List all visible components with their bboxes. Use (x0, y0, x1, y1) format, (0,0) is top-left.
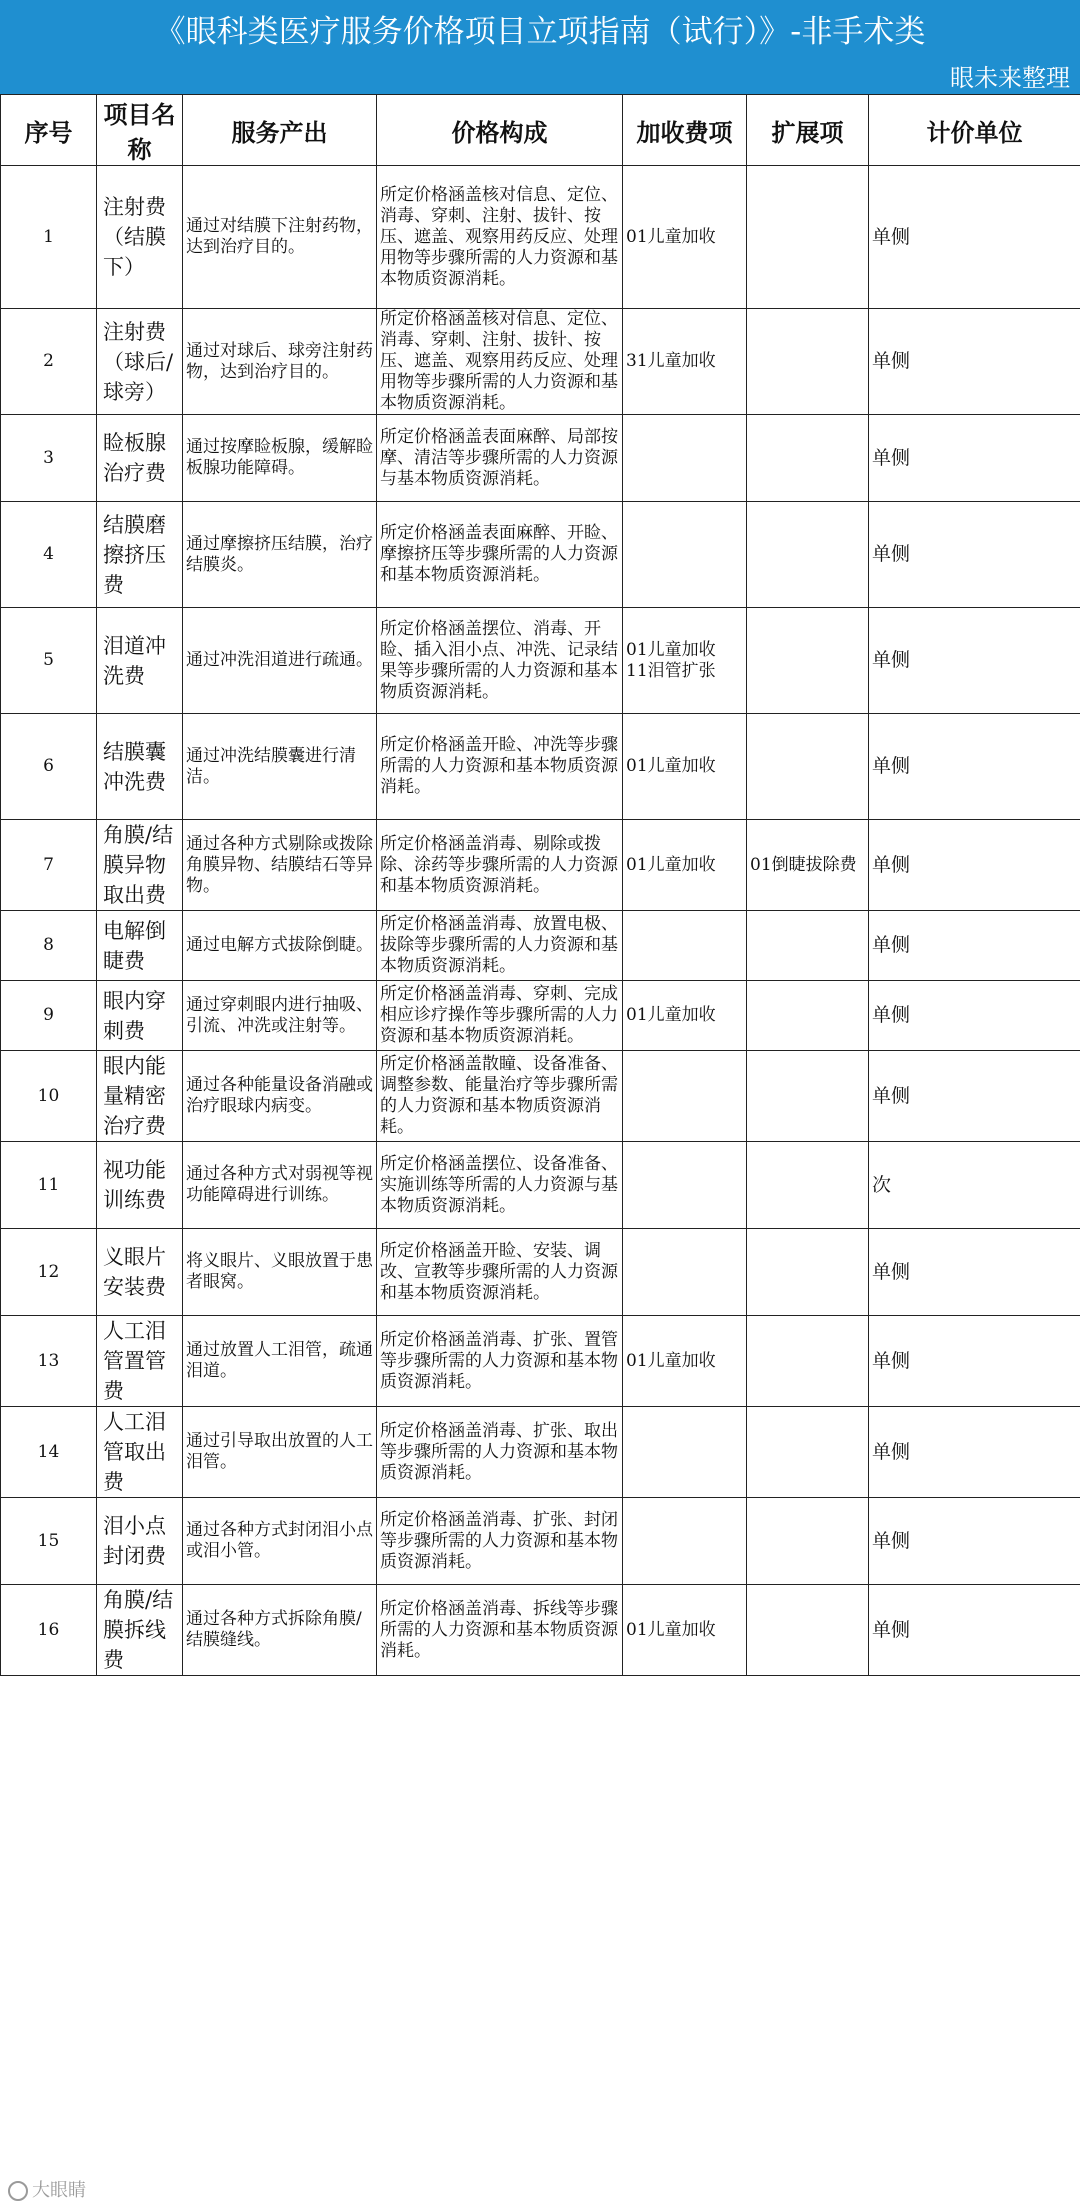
pricing-unit: 单侧 (869, 1407, 1080, 1498)
service-output: 通过按摩睑板腺，缓解睑板腺功能障碍。 (183, 415, 377, 502)
surcharge-items: 01儿童加收 (623, 1585, 747, 1676)
price-composition: 所定价格涵盖消毒、扩张、置管等步骤所需的人力资源和基本物质资源消耗。 (377, 1316, 623, 1407)
price-composition: 所定价格涵盖散瞳、设备准备、调整参数、能量治疗等步骤所需的人力资源和基本物质资源消耗。 (377, 1051, 623, 1142)
row-no: 13 (1, 1316, 97, 1407)
pricing-unit: 单侧 (869, 415, 1080, 502)
table-row (1, 820, 1080, 911)
extension-items (747, 502, 869, 608)
item-name: 注射费（结膜下） (97, 166, 183, 309)
price-composition: 所定价格涵盖核对信息、定位、消毒、穿刺、注射、拔针、按压、遮盖、观察用药反应、处理用物等步骤所需的人力资源和基本物质资源消耗。 (377, 166, 623, 309)
item-name: 结膜囊冲洗费 (97, 714, 183, 820)
service-output: 将义眼片、义眼放置于患者眼窝。 (183, 1229, 377, 1316)
extension-items (747, 608, 869, 714)
price-composition: 所定价格涵盖消毒、剔除或拨除、涂药等步骤所需的人力资源和基本物质资源消耗。 (377, 820, 623, 911)
price-table (0, 94, 1080, 1676)
table-row (1, 1142, 1080, 1229)
extension-items (747, 1229, 869, 1316)
surcharge-items (623, 911, 747, 981)
service-output: 通过冲洗结膜囊进行清洁。 (183, 714, 377, 820)
item-name: 眼内穿刺费 (97, 981, 183, 1051)
service-output: 通过放置人工泪管，疏通泪道。 (183, 1316, 377, 1407)
surcharge-items (623, 1498, 747, 1585)
watermark (8, 2176, 86, 2202)
table-row (1, 1051, 1080, 1142)
service-output: 通过各种能量设备消融或治疗眼球内病变。 (183, 1051, 377, 1142)
extension-items (747, 1407, 869, 1498)
surcharge-items: 01儿童加收 (623, 981, 747, 1051)
price-composition: 所定价格涵盖开睑、冲洗等步骤所需的人力资源和基本物质资源消耗。 (377, 714, 623, 820)
surcharge-items: 01儿童加收 (623, 820, 747, 911)
price-composition: 所定价格涵盖核对信息、定位、消毒、穿刺、注射、拔针、按压、遮盖、观察用药反应、处理用物等步骤所需的人力资源和基本物质资源消耗。 (377, 309, 623, 415)
price-composition: 所定价格涵盖表面麻醉、开睑、摩擦挤压等步骤所需的人力资源和基本物质资源消耗。 (377, 502, 623, 608)
table-row (1, 502, 1080, 608)
table-row (1, 1498, 1080, 1585)
table-row (1, 1585, 1080, 1676)
row-no: 15 (1, 1498, 97, 1585)
surcharge-items: 01儿童加收 (623, 1316, 747, 1407)
row-no: 5 (1, 608, 97, 714)
pricing-unit: 单侧 (869, 714, 1080, 820)
row-no: 11 (1, 1142, 97, 1229)
pricing-unit: 单侧 (869, 166, 1080, 309)
pricing-unit: 单侧 (869, 1498, 1080, 1585)
surcharge-items (623, 502, 747, 608)
service-output: 通过对结膜下注射药物，达到治疗目的。 (183, 166, 377, 309)
service-output: 通过各种方式封闭泪小点或泪小管。 (183, 1498, 377, 1585)
item-name: 电解倒睫费 (97, 911, 183, 981)
table-header-row (1, 95, 1080, 166)
row-no: 6 (1, 714, 97, 820)
table-row (1, 981, 1080, 1051)
pricing-unit: 单侧 (869, 1316, 1080, 1407)
surcharge-items: 01儿童加收 (623, 166, 747, 309)
row-no: 7 (1, 820, 97, 911)
col-header-name: 项目名称 (97, 95, 183, 166)
table-row (1, 166, 1080, 309)
price-composition: 所定价格涵盖摆位、消毒、开睑、插入泪小点、冲洗、记录结果等步骤所需的人力资源和基本物质资源消耗。 (377, 608, 623, 714)
row-no: 16 (1, 1585, 97, 1676)
extension-items (747, 1498, 869, 1585)
extension-items: 01倒睫拔除费 (747, 820, 869, 911)
table-row (1, 1407, 1080, 1498)
item-name: 泪道冲洗费 (97, 608, 183, 714)
col-header-output: 服务产出 (183, 95, 377, 166)
row-no: 3 (1, 415, 97, 502)
row-no: 2 (1, 309, 97, 415)
item-name: 睑板腺治疗费 (97, 415, 183, 502)
row-no: 12 (1, 1229, 97, 1316)
surcharge-items (623, 1407, 747, 1498)
page-title (0, 0, 1080, 56)
item-name: 注射费（球后/球旁） (97, 309, 183, 415)
price-composition: 所定价格涵盖消毒、拆线等步骤所需的人力资源和基本物质资源消耗。 (377, 1585, 623, 1676)
extension-items (747, 1316, 869, 1407)
item-name: 人工泪管置管费 (97, 1316, 183, 1407)
col-header-ext: 扩展项 (747, 95, 869, 166)
watermark-icon (8, 2181, 28, 2201)
service-output: 通过冲洗泪道进行疏通。 (183, 608, 377, 714)
pricing-unit: 单侧 (869, 981, 1080, 1051)
row-no: 10 (1, 1051, 97, 1142)
pricing-unit: 次 (869, 1142, 1080, 1229)
row-no: 1 (1, 166, 97, 309)
extension-items (747, 166, 869, 309)
pricing-unit: 单侧 (869, 820, 1080, 911)
extension-items (747, 1585, 869, 1676)
extension-items (747, 714, 869, 820)
extension-items (747, 309, 869, 415)
pricing-unit: 单侧 (869, 1229, 1080, 1316)
table-row (1, 309, 1080, 415)
price-composition: 所定价格涵盖消毒、放置电极、拔除等步骤所需的人力资源和基本物质资源消耗。 (377, 911, 623, 981)
price-composition: 所定价格涵盖表面麻醉、局部按摩、清洁等步骤所需的人力资源与基本物质资源消耗。 (377, 415, 623, 502)
surcharge-items: 31儿童加收 (623, 309, 747, 415)
item-name: 视功能训练费 (97, 1142, 183, 1229)
price-composition: 所定价格涵盖消毒、穿刺、完成相应诊疗操作等步骤所需的人力资源和基本物质资源消耗。 (377, 981, 623, 1051)
table-row (1, 1229, 1080, 1316)
extension-items (747, 1051, 869, 1142)
price-composition: 所定价格涵盖开睑、安装、调改、宣教等步骤所需的人力资源和基本物质资源消耗。 (377, 1229, 623, 1316)
row-no: 14 (1, 1407, 97, 1498)
item-name: 角膜/结膜异物取出费 (97, 820, 183, 911)
col-header-no: 序号 (1, 95, 97, 166)
row-no: 4 (1, 502, 97, 608)
item-name: 义眼片安装费 (97, 1229, 183, 1316)
service-output: 通过引导取出放置的人工泪管。 (183, 1407, 377, 1498)
table-row (1, 911, 1080, 981)
table-row (1, 1316, 1080, 1407)
price-composition: 所定价格涵盖消毒、扩张、封闭等步骤所需的人力资源和基本物质资源消耗。 (377, 1498, 623, 1585)
surcharge-items: 01儿童加收 11泪管扩张 (623, 608, 747, 714)
surcharge-items (623, 1229, 747, 1316)
price-composition: 所定价格涵盖摆位、设备准备、实施训练等所需的人力资源与基本物质资源消耗。 (377, 1142, 623, 1229)
title-text: 《眼科类医疗服务价格项目立项指南（试行）》-非手术类 (154, 13, 926, 50)
service-output: 通过各种方式对弱视等视功能障碍进行训练。 (183, 1142, 377, 1229)
price-composition: 所定价格涵盖消毒、扩张、取出等步骤所需的人力资源和基本物质资源消耗。 (377, 1407, 623, 1498)
service-output: 通过各种方式剔除或拨除角膜异物、结膜结石等异物。 (183, 820, 377, 911)
col-header-price: 价格构成 (377, 95, 623, 166)
extension-items (747, 415, 869, 502)
surcharge-items (623, 1142, 747, 1229)
extension-items (747, 981, 869, 1051)
service-output: 通过穿刺眼内进行抽吸、引流、冲洗或注射等。 (183, 981, 377, 1051)
extension-items (747, 1142, 869, 1229)
pricing-unit: 单侧 (869, 1585, 1080, 1676)
col-header-unit: 计价单位 (869, 95, 1080, 166)
watermark-text: 大眼睛 (32, 2180, 86, 2201)
pricing-unit: 单侧 (869, 309, 1080, 415)
table-body (1, 166, 1080, 1676)
surcharge-items (623, 415, 747, 502)
col-header-surcharge: 加收费项 (623, 95, 747, 166)
service-output: 通过各种方式拆除角膜/结膜缝线。 (183, 1585, 377, 1676)
item-name: 结膜磨擦挤压费 (97, 502, 183, 608)
table-row (1, 415, 1080, 502)
surcharge-items: 01儿童加收 (623, 714, 747, 820)
subtitle-text: 眼未来整理 (950, 63, 1070, 92)
pricing-unit: 单侧 (869, 1051, 1080, 1142)
table-row (1, 714, 1080, 820)
subtitle-bar (0, 56, 1080, 94)
item-name: 人工泪管取出费 (97, 1407, 183, 1498)
extension-items (747, 911, 869, 981)
pricing-unit: 单侧 (869, 502, 1080, 608)
service-output: 通过电解方式拔除倒睫。 (183, 911, 377, 981)
row-no: 8 (1, 911, 97, 981)
row-no: 9 (1, 981, 97, 1051)
service-output: 通过对球后、球旁注射药物，达到治疗目的。 (183, 309, 377, 415)
service-output: 通过摩擦挤压结膜，治疗结膜炎。 (183, 502, 377, 608)
item-name: 角膜/结膜拆线费 (97, 1585, 183, 1676)
table-row (1, 608, 1080, 714)
item-name: 眼内能量精密治疗费 (97, 1051, 183, 1142)
surcharge-items (623, 1051, 747, 1142)
item-name: 泪小点封闭费 (97, 1498, 183, 1585)
pricing-unit: 单侧 (869, 911, 1080, 981)
pricing-unit: 单侧 (869, 608, 1080, 714)
